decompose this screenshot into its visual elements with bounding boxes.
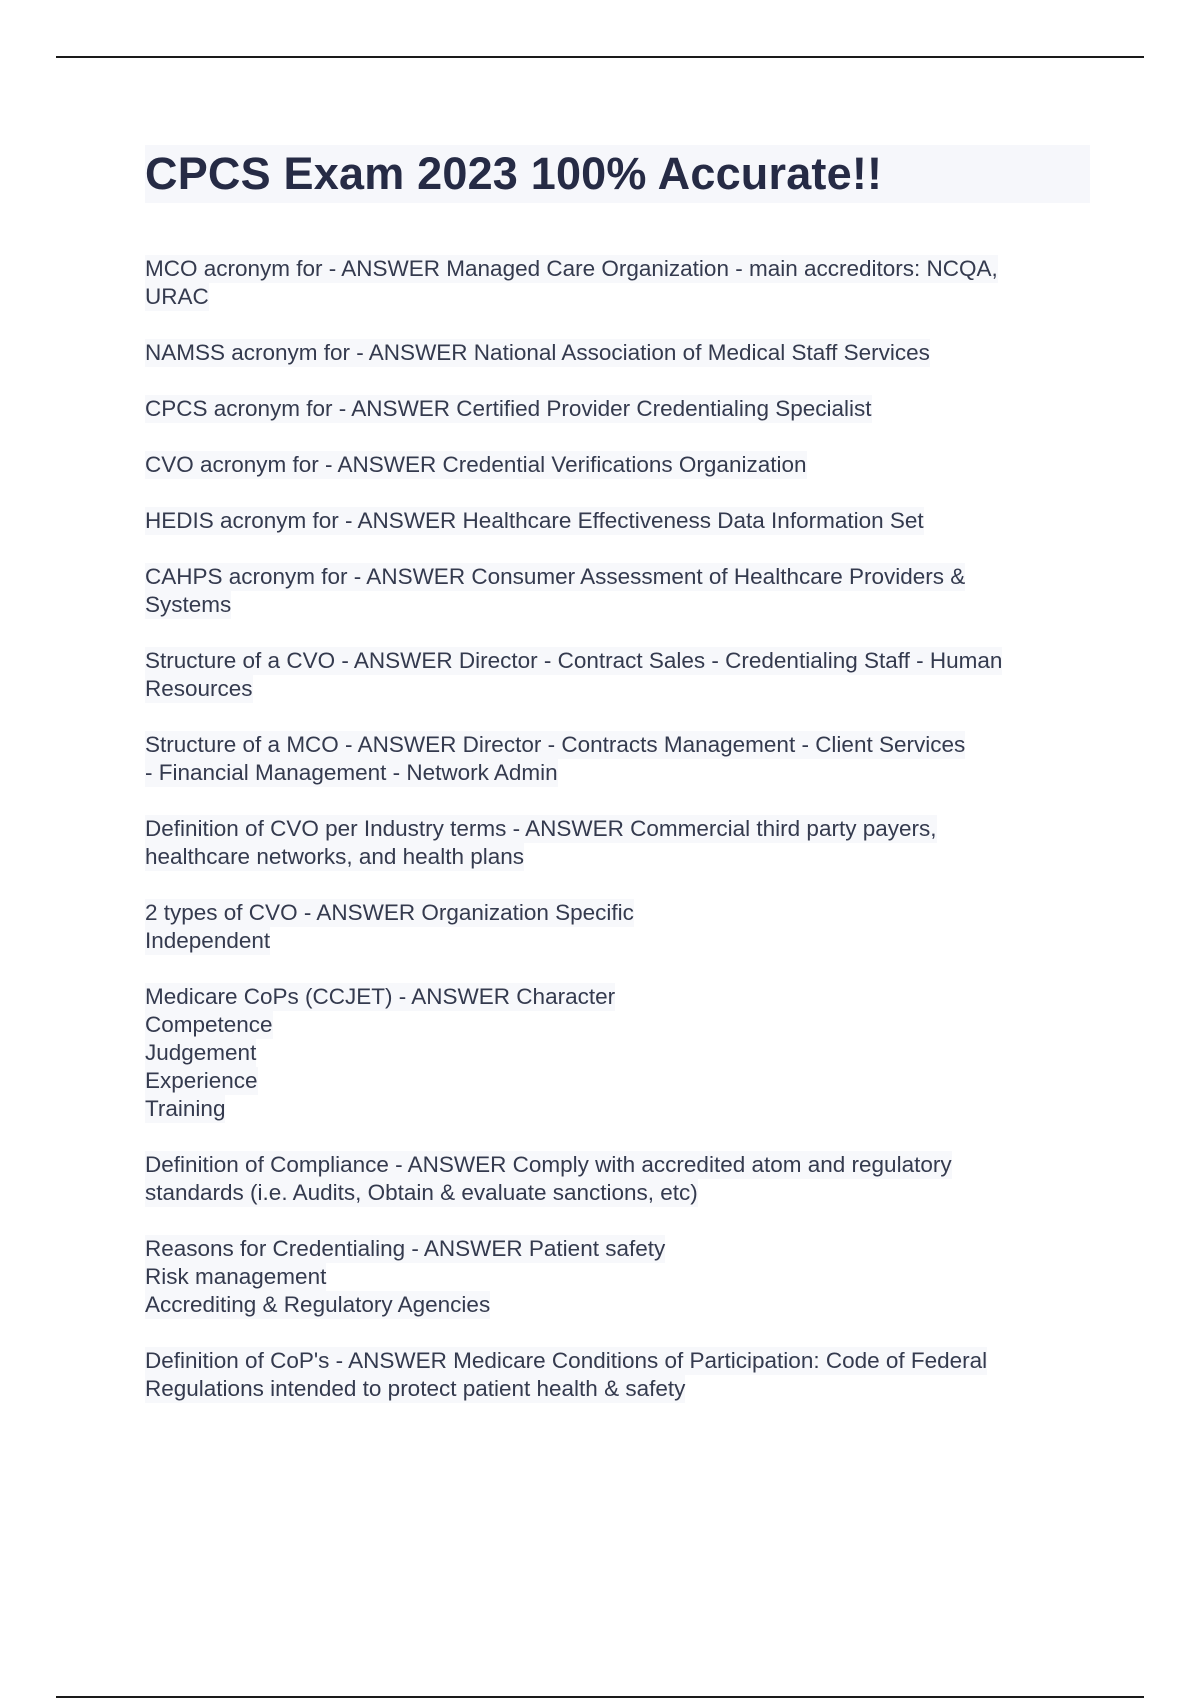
qa-line: Resources xyxy=(145,676,253,701)
qa-item xyxy=(145,339,1090,367)
qa-line: Judgement xyxy=(145,1040,257,1065)
qa-item xyxy=(145,255,1090,311)
qa-line: Experience xyxy=(145,1068,258,1093)
qa-line: Accrediting & Regulatory Agencies xyxy=(145,1292,491,1317)
qa-line: - Financial Management - Network Admin xyxy=(145,760,558,785)
qa-item xyxy=(145,815,1090,871)
qa-item xyxy=(145,731,1090,787)
title-banner xyxy=(145,145,1090,203)
qa-line: Structure of a MCO - ANSWER Director - Contracts Management - Client Services xyxy=(145,732,966,757)
document-body xyxy=(145,145,1090,1431)
qa-item xyxy=(145,395,1090,423)
qa-line: Systems xyxy=(145,592,232,617)
qa-line: Medicare CoPs (CCJET) - ANSWER Character xyxy=(145,984,616,1009)
qa-line: CPCS acronym for - ANSWER Certified Provider Credentialing Specialist xyxy=(145,396,872,421)
qa-line: 2 types of CVO - ANSWER Organization Specific xyxy=(145,900,634,925)
qa-item xyxy=(145,1151,1090,1207)
qa-line: Structure of a CVO - ANSWER Director - Contract Sales - Credentialing Staff - Human xyxy=(145,648,1003,673)
qa-line: standards (i.e. Audits, Obtain & evaluate sanctions, etc) xyxy=(145,1180,698,1205)
qa-line: MCO acronym for - ANSWER Managed Care Organization - main accreditors: NCQA, xyxy=(145,256,998,281)
qa-line: CAHPS acronym for - ANSWER Consumer Assessment of Healthcare Providers & xyxy=(145,564,966,589)
qa-line: Definition of CoP's - ANSWER Medicare Conditions of Participation: Code of Federal xyxy=(145,1348,988,1373)
qa-line: CVO acronym for - ANSWER Credential Verifications Organization xyxy=(145,452,807,477)
qa-line: Training xyxy=(145,1096,226,1121)
qa-line: Risk management xyxy=(145,1264,327,1289)
qa-item xyxy=(145,507,1090,535)
qa-item xyxy=(145,1347,1090,1403)
qa-item xyxy=(145,899,1090,955)
qa-line: Reasons for Credentialing - ANSWER Patient safety xyxy=(145,1236,666,1261)
qa-line: Definition of CVO per Industry terms - ANSWER Commercial third party payers, xyxy=(145,816,937,841)
qa-item xyxy=(145,563,1090,619)
qa-item xyxy=(145,451,1090,479)
qa-item xyxy=(145,983,1090,1123)
qa-line: Definition of Compliance - ANSWER Comply with accredited atom and regulatory xyxy=(145,1152,952,1177)
page-title: CPCS Exam 2023 100% Accurate!! xyxy=(145,148,883,199)
qa-line: Regulations intended to protect patient health & safety xyxy=(145,1376,686,1401)
qa-item xyxy=(145,647,1090,703)
qa-line: Competence xyxy=(145,1012,273,1037)
qa-line: NAMSS acronym for - ANSWER National Association of Medical Staff Services xyxy=(145,340,930,365)
qa-item xyxy=(145,1235,1090,1319)
top-rule xyxy=(56,56,1144,58)
qa-line: Independent xyxy=(145,928,271,953)
qa-line: URAC xyxy=(145,284,209,309)
qa-line: healthcare networks, and health plans xyxy=(145,844,524,869)
qa-line: HEDIS acronym for - ANSWER Healthcare Effectiveness Data Information Set xyxy=(145,508,924,533)
qa-list xyxy=(145,255,1090,1403)
bottom-rule xyxy=(56,1696,1144,1698)
